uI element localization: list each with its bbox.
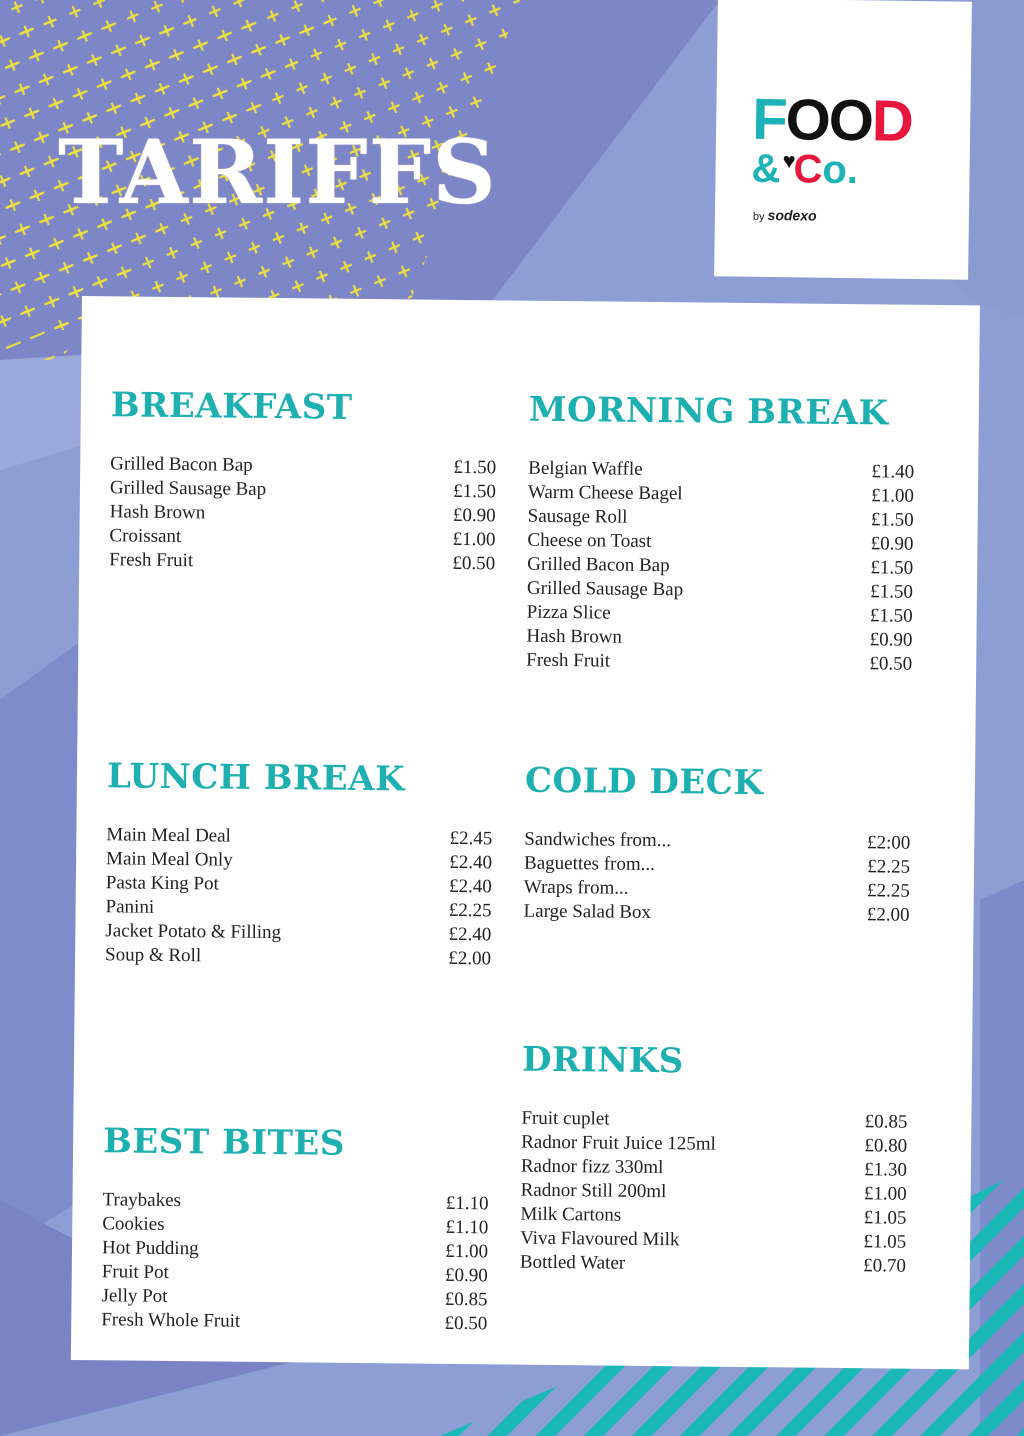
menu-item-name: Large Salad Box bbox=[523, 900, 652, 923]
menu-item-name: Fresh Fruit bbox=[109, 549, 194, 572]
menu-item-price: £2.25 bbox=[448, 899, 492, 922]
section-title: COLD DECK bbox=[524, 760, 764, 804]
menu-item-name: Warm Cheese Bagel bbox=[527, 481, 683, 505]
menu-item-name: Wraps from... bbox=[523, 876, 629, 899]
menu-item-name: Hash Brown bbox=[109, 501, 206, 524]
menu-item-name: Jelly Pot bbox=[101, 1285, 168, 1307]
menu-item bbox=[105, 943, 491, 971]
section-title: BEST BITES bbox=[102, 1121, 346, 1164]
menu-item-name: Fresh Fruit bbox=[526, 649, 611, 672]
menu-item-name: Radnor fizz 330ml bbox=[520, 1155, 664, 1179]
menu-item-price: £1.00 bbox=[871, 485, 915, 507]
menu-item-name: Sandwiches from... bbox=[524, 828, 672, 852]
section-lunch-break bbox=[104, 756, 493, 971]
menu-item-name: Milk Cartons bbox=[520, 1203, 622, 1226]
menu-item bbox=[109, 548, 495, 576]
section-title: DRINKS bbox=[521, 1039, 685, 1082]
food-and-co-logo-card bbox=[714, 0, 972, 280]
menu-item-name: Pizza Slice bbox=[526, 601, 611, 624]
section-morning-break bbox=[526, 389, 915, 677]
menu-item-price: £0.90 bbox=[870, 533, 914, 555]
menu-item-name: Hash Brown bbox=[526, 625, 623, 648]
menu-item-name: Fruit cuplet bbox=[521, 1107, 610, 1130]
menu-item-price: £0.50 bbox=[869, 653, 913, 675]
menu-item-price: £0.50 bbox=[452, 552, 496, 575]
menu-item bbox=[106, 871, 492, 899]
menu-item-name: Belgian Waffle bbox=[528, 457, 643, 480]
menu-item-price: £0.85 bbox=[864, 1111, 908, 1133]
menu-item-name: Soup & Roll bbox=[104, 944, 202, 967]
menu-item-price: £1.40 bbox=[871, 461, 915, 483]
section-breakfast bbox=[109, 385, 497, 576]
menu-item-price: £0.70 bbox=[863, 1255, 906, 1277]
menu-item-price: £1.30 bbox=[864, 1159, 908, 1181]
section-cold-deck bbox=[523, 760, 911, 928]
heart-icon: ♥ bbox=[782, 148, 796, 174]
menu-item-name: Croissant bbox=[109, 525, 182, 548]
menu-item-price: £0.90 bbox=[869, 629, 913, 651]
section-best-bites bbox=[101, 1121, 489, 1336]
menu-item-name: Radnor Fruit Juice 125ml bbox=[521, 1131, 716, 1155]
menu-item bbox=[520, 1251, 906, 1279]
menu-item-price: £2.40 bbox=[448, 923, 492, 946]
menu-item-price: £2.00 bbox=[866, 904, 910, 926]
menu-item bbox=[526, 649, 912, 677]
menu-item-price: £2.00 bbox=[448, 947, 492, 970]
menu-item-price: £1.10 bbox=[445, 1192, 489, 1215]
menu-item-price: £2.40 bbox=[449, 851, 493, 874]
menu-item-name: Grilled Sausage Bap bbox=[109, 477, 267, 500]
menu-item bbox=[101, 1308, 487, 1336]
menu-item-name: Pasta King Pot bbox=[105, 872, 219, 895]
logo-sodexo: by sodexo bbox=[752, 206, 817, 224]
menu-item-name: Hot Pudding bbox=[101, 1237, 199, 1260]
section-title: LUNCH BREAK bbox=[106, 756, 406, 800]
menu-item-price: £1.05 bbox=[863, 1207, 907, 1229]
menu-item-price: £1.10 bbox=[445, 1216, 489, 1239]
menu-item-price: £1.50 bbox=[453, 456, 497, 479]
menu-item-price: £1.50 bbox=[869, 605, 913, 627]
menu-item-price: £1.50 bbox=[870, 581, 914, 603]
menu-item-name: Main Meal Only bbox=[105, 848, 233, 871]
menu-item-name: Cheese on Toast bbox=[527, 529, 652, 552]
menu-item-price: £2.45 bbox=[449, 827, 493, 850]
menu-item-name: Viva Flavoured Milk bbox=[520, 1227, 680, 1251]
menu-item-price: £1.50 bbox=[870, 557, 914, 579]
menu-item-price: £1.50 bbox=[453, 480, 497, 503]
menu-item-name: Bottled Water bbox=[519, 1251, 626, 1274]
menu-item-name: Fruit Pot bbox=[101, 1261, 169, 1283]
page-title: TARIFFS bbox=[58, 120, 497, 224]
menu-item-name: Main Meal Deal bbox=[106, 824, 231, 847]
menu-item-price: £1.00 bbox=[445, 1240, 489, 1263]
menu-item-name: Fresh Whole Fruit bbox=[101, 1309, 241, 1332]
menu-item-name: Baguettes from... bbox=[523, 852, 656, 876]
menu-item bbox=[523, 900, 909, 928]
menu-item-price: £2.25 bbox=[866, 880, 910, 902]
menu-item-price: £0.85 bbox=[444, 1288, 488, 1311]
menu-item-price: £0.90 bbox=[452, 504, 496, 527]
menu-item-price: £0.90 bbox=[444, 1264, 488, 1287]
menu-item-price: £2:00 bbox=[866, 832, 911, 854]
menu-item-name: Jacket Potato & Filling bbox=[105, 920, 282, 944]
section-drinks bbox=[519, 1039, 908, 1279]
menu-item-name: Sausage Roll bbox=[527, 505, 628, 528]
menu-item-price: £2.40 bbox=[448, 875, 492, 898]
section-title: MORNING BREAK bbox=[528, 389, 889, 434]
logo-food-text: FOOD bbox=[751, 86, 913, 154]
menu-item-name: Radnor Still 200ml bbox=[520, 1179, 667, 1203]
logo-co-text: &♥Co. bbox=[751, 146, 859, 193]
menu-item-name: Cookies bbox=[102, 1213, 165, 1235]
menu-item-name: Panini bbox=[105, 896, 155, 918]
menu-item-name: Grilled Bacon Bap bbox=[527, 553, 670, 577]
menu-item-price: £1.05 bbox=[863, 1231, 907, 1253]
menu-item-price: £1.50 bbox=[870, 509, 914, 531]
menu-sheet bbox=[71, 296, 980, 1369]
menu-item-name: Grilled Bacon Bap bbox=[110, 453, 253, 476]
menu-item-name: Traybakes bbox=[102, 1189, 182, 1212]
menu-item-price: £2.25 bbox=[867, 856, 911, 878]
menu-item-price: £1.00 bbox=[452, 528, 496, 551]
menu-item-name: Grilled Sausage Bap bbox=[526, 577, 684, 601]
section-title: BREAKFAST bbox=[110, 385, 353, 428]
menu-item-price: £0.80 bbox=[864, 1135, 908, 1157]
menu-item-price: £1.00 bbox=[863, 1183, 907, 1205]
menu-item-price: £0.50 bbox=[444, 1312, 488, 1335]
